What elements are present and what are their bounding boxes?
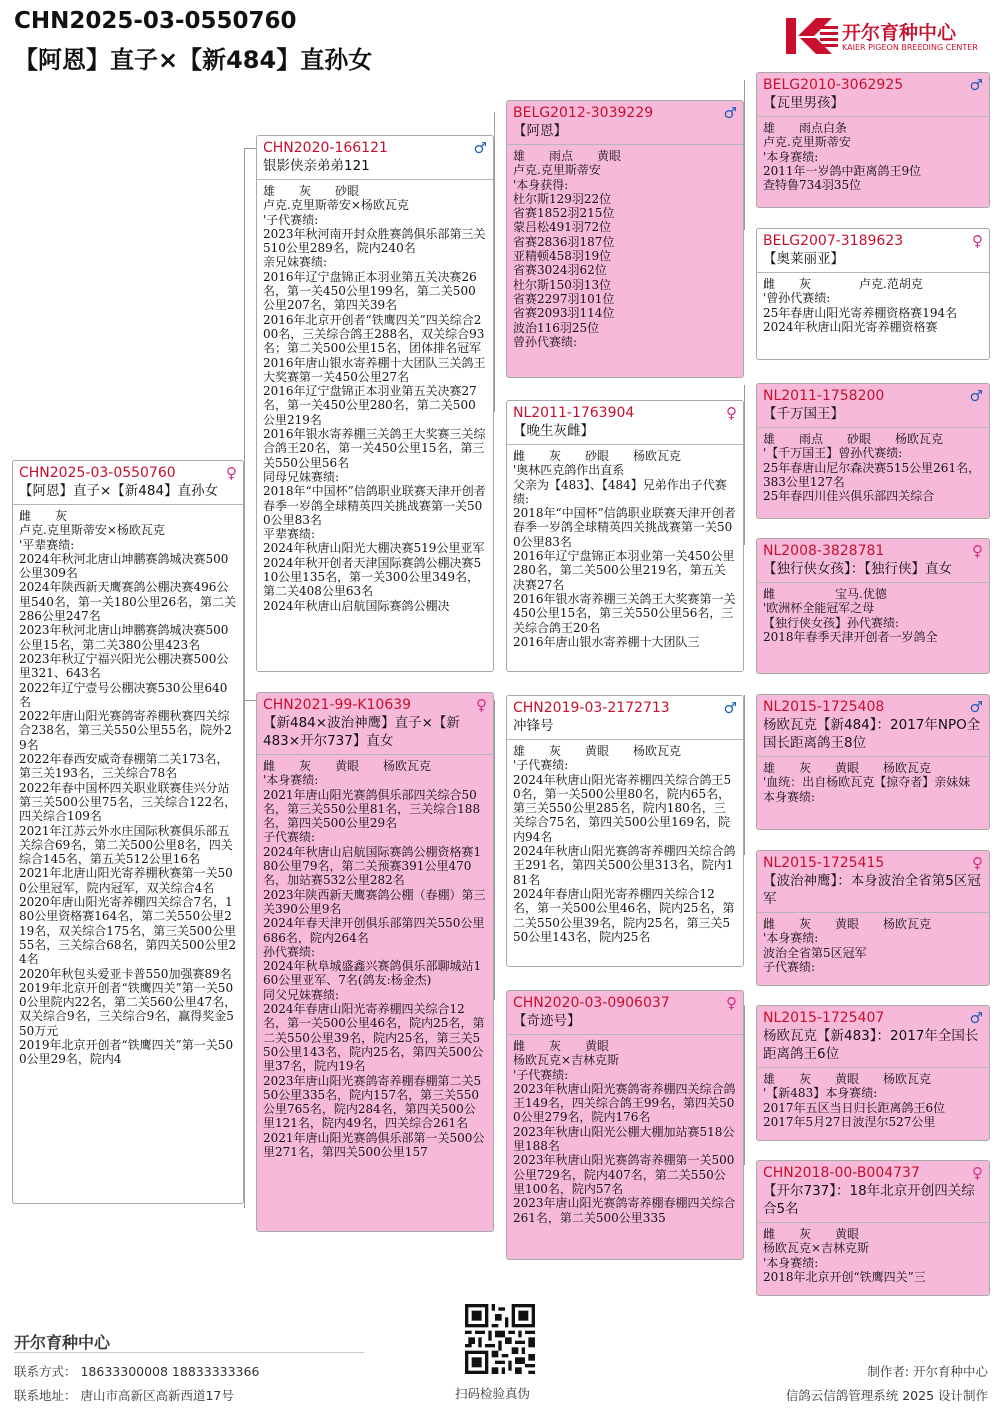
pigeon-details: 雄 雨点 砂眼 杨欧瓦克 '【千万国王】曾孙代赛绩: 25年春唐山尼尔森决赛515公里261名，383公里127名 25年春四川佳兴俱乐部四关综合	[763, 432, 981, 504]
pigeon-details: 雌 灰 黄眼 杨欧瓦克×吉林克斯 '子代赛绩: 2023年秋唐山阳光赛鸽寄养棚四关综合鸽王149名，四关综合鸽王99名，第四关500公里279名，院内176名 2023年秋唐山阳光公棚大棚加站赛518公里188名 2023年秋唐山阳光赛鸽寄养棚第一关500公里729名，院内407名，第二关550公里100名，院内57名 2023年唐山阳光赛鸽寄养棚春棚四关综合261名，第二关500公里335	[513, 1039, 736, 1225]
pedigree-ring-title: CHN2025-03-0550760	[14, 8, 297, 34]
pigeon-name: 【奥莱丽亚】	[757, 249, 989, 273]
pigeon-details: 雌 灰 卢克.克里斯蒂安×杨欧瓦克 '平辈赛绩: 2024年秋河北唐山坤鹏赛鸽城决赛500公里309名 2024年陕西新天鹰赛鸽公棚决赛496公里540名，第一关180公里26名，第二关286公里247名 2023年秋河北唐山坤鹏赛鸽城决赛500公里15名，第二关380公里423名 2023年秋辽宁福兴阳光公棚决赛500公里321、643名 2022年辽宁壹号公棚决赛530公里640名 2022年唐山阳光赛鸽寄养棚秋赛四关综合238名，第三关550公里55名，院外29名 2022年春西安威奇春棚第二关173名，第三关193名，三关综合78名 2022年春中国杯四关职业联赛佳兴分站第三关500公里75名，三关综合122名，四关综合109名 2021年江苏云外水庄国际秋赛俱乐部五关综合69名，第二关500公里8名，四关综合145名，第五关512公里16名 2021年北唐山阳光寄养棚秋赛第一关500公里冠军，院内冠军，双关综合4名 2020年唐山阳光寄养棚四关综合7名，180公里资格赛164名，第二关550公里219名，双关综合175名，第三关500公里55名，三关综合68名，第四关500公里24名 2020年秋包头爱亚卡普550加强赛89名 2019年北京开创者“铁鹰四关”第一关500公里院内22名，第二关560公里47名，双关综合9名，三关综合9名，赢得奖金550万元 2019年北京开创者“铁鹰四关”第一关500公里29名，院内4	[19, 509, 237, 1067]
pigeon-name: 银影侠亲弟弟121	[257, 156, 493, 180]
pigeon-name: 冲锋号	[507, 716, 743, 740]
pigeon-details: 雄 雨点 黄眼 卢克.克里斯蒂安 '本身获得: 杜尔斯129羽22位 省赛1852羽215位 蒙吕松491羽72位 省赛2836羽187位 亚精顿458羽19位 省赛3024羽62位 杜尔斯150羽13位 省赛2297羽101位 省赛2093羽114位 波治116羽25位 曾孙代赛绩:	[513, 149, 622, 349]
pigeon-name: 杨欧瓦克【新484】：2017年NPO全国长距离鸽王8位	[757, 715, 989, 757]
pigeon-name: 【新484×波治神鹰】直子×【新483×开尔737】直女	[257, 713, 493, 755]
footer-divider	[14, 1352, 364, 1353]
sire-dam-card[interactable]	[506, 400, 744, 672]
connector-line	[494, 700, 495, 1000]
female-icon: ♀	[476, 696, 487, 714]
connector-line	[244, 148, 256, 149]
female-icon: ♀	[972, 854, 983, 872]
ggp-card-5[interactable]	[756, 694, 990, 830]
pigeon-details: 雄 灰 黄眼 杨欧瓦克 '【新483】本身赛绩: 2017年五区当日归长距离鸽王6位 2017年5月27日波涅尔527公里	[763, 1072, 946, 1129]
ring-number: CHN2018-00-B004737	[763, 1165, 920, 1181]
male-icon: ♂	[723, 104, 737, 122]
pigeon-name: 【开尔737】：18年北京开创四关综合5名	[757, 1181, 989, 1223]
ring-number: NL2011-1763904	[513, 405, 635, 421]
ring-number: NL2015-1725407	[763, 1010, 885, 1026]
footer-phone: 联系方式： 18633300008 18833333366	[14, 1364, 260, 1379]
ring-number: CHN2021-99-K10639	[263, 697, 412, 713]
sire-card[interactable]	[256, 135, 494, 672]
subject-card[interactable]	[12, 460, 244, 1204]
connector-line	[744, 695, 745, 855]
ggp-card-1[interactable]	[756, 72, 990, 208]
pigeon-name: 【波治神鹰】：本身波治全省第5区冠军	[757, 871, 989, 913]
footer-maker: 制作者: 开尔育种中心	[867, 1364, 988, 1379]
logo-name: 开尔育种中心	[842, 22, 957, 44]
ring-number: BELG2012-3039229	[513, 105, 654, 121]
male-icon: ♂	[969, 1009, 983, 1027]
pigeon-details: 雌 灰 黄眼 杨欧瓦克 '本身赛绩: 波治全省第5区冠军 子代赛绩:	[763, 917, 932, 974]
pigeon-name: 【阿恩】直子×【新484】直孙女	[13, 481, 243, 505]
pigeon-details: 雄 灰 黄眼 杨欧瓦克 '血统：出自杨欧瓦克【掠夺者】亲妹妹 本身赛绩:	[763, 761, 971, 804]
qr-code-icon[interactable]	[465, 1304, 535, 1374]
male-icon: ♂	[473, 139, 487, 157]
kaier-logo-icon	[786, 18, 838, 54]
pigeon-name: 杨欧瓦克【新483】：2017年全国长距离鸽王6位	[757, 1026, 989, 1068]
female-icon: ♀	[726, 404, 737, 422]
ggp-card-2[interactable]	[756, 228, 990, 360]
pigeon-details: 雄 雨点白条 卢克.克里斯蒂安 '本身赛绩: 2011年一岁鸽中距离鸽王9位 查特鲁734羽35位	[763, 121, 922, 193]
ring-number: CHN2020-166121	[263, 140, 388, 156]
ggp-card-8[interactable]	[756, 1160, 990, 1296]
male-icon: ♂	[969, 387, 983, 405]
ring-number: NL2008-3828781	[763, 543, 885, 559]
dam-card[interactable]	[256, 692, 494, 1232]
pigeon-name: 【奇迹号】	[507, 1011, 743, 1035]
company-logo	[786, 16, 986, 56]
pedigree-title: 【阿恩】直子×【新484】直孙女	[14, 46, 373, 74]
pigeon-details: 雌 灰 卢克.范胡克 '曾孙代赛绩: 25年春唐山阳光寄养棚资格赛194名 2024年秋唐山阳光寄养棚资格赛	[763, 277, 958, 334]
logo-english: KAIER PIGEON BREEDING CENTER	[842, 43, 978, 52]
footer-address: 联系地址： 唐山市高新区高新西道17号	[14, 1388, 234, 1403]
dam-sire-card[interactable]	[506, 695, 744, 967]
pigeon-name: 【晚生灰雌】	[507, 421, 743, 445]
ggp-card-6[interactable]	[756, 850, 990, 986]
pigeon-name: 【瓦里男孩】	[757, 93, 989, 117]
male-icon: ♂	[969, 698, 983, 716]
connector-line	[244, 700, 256, 701]
dam-dam-card[interactable]	[506, 990, 744, 1260]
pigeon-details: 雌 灰 黄眼 杨欧瓦克 '本身赛绩: 2021年唐山阳光赛鸽俱乐部四关综合50名，第三关550公里81名，三关综合188名，第四关500公里29名 子代赛绩: 2024年秋唐山启航国际赛鸽公棚资格赛180公里79名，第二关预赛391公里470名，加站赛532公里282名 2023年陕西新天鹰赛鸽公棚（春棚）第三关390公里9名 2024年春天津开创俱乐部第四关550公里686名，院内264名 孙代赛绩: 2024年秋阜城盛鑫兴赛鸽俱乐部聊城站160公里亚军、7名(鸽友:杨金杰) 同父兄妹赛绩: 2024年春唐山阳光寄养棚四关综合12名，第一关500公里46名，院内25名，第二关550公里39名，院内25名，第三关550公里143名，院内25名，第四关500公里37名，院内19名 2023年唐山阳光赛鸽寄养棚春棚第二关550公里335名，院内157名，第三关550公里765名，院内284名，第四关500公里121名，院内49名，四关综合261名 2021年唐山阳光赛鸽俱乐部第一关500公里271名，第四关500公里157	[263, 759, 486, 1160]
connector-line	[744, 385, 745, 545]
connector-line	[744, 80, 745, 230]
pigeon-details: 雌 灰 黄眼 杨欧瓦克×吉林克斯 '本身赛绩: 2018年北京开创“铁鹰四关”三	[763, 1227, 926, 1284]
pigeon-details: 雌 宝马.优德 '欧洲杯全能冠军之母 【独行侠女孩】孙代赛绩: 2018年春季天津开创者一岁鸽全	[763, 587, 938, 644]
connector-line	[744, 1005, 745, 1165]
connector-line	[494, 112, 495, 412]
male-icon: ♂	[969, 76, 983, 94]
male-icon: ♂	[723, 699, 737, 717]
ring-number: NL2011-1758200	[763, 388, 885, 404]
ggp-card-3[interactable]	[756, 383, 990, 519]
female-icon: ♀	[972, 1164, 983, 1182]
footer-system: 信鸽云信鸽管理系统 2025 设计制作	[785, 1388, 988, 1403]
pigeon-name: 【独行侠女孩】：【独行侠】直女	[757, 559, 989, 583]
pigeon-details: 雌 灰 砂眼 杨欧瓦克 '奥林匹克鸽作出直系 父亲为【483】、【484】兄弟作出子代赛绩: 2018年“中国杯”信鸽职业联赛天津开创者春季一岁鸽全球精英四关挑战赛第一关500公里83名 2016年辽宁盘锦正本羽业第一关450公里280名，第二关500公里219名，第五关决赛27名 2016年银水寄养棚三关鸽王大奖赛第一关450公里15名，第三关550公里56名，三关综合鸽王20名 2016年唐山银水寄养棚十大团队三	[513, 449, 736, 649]
female-icon: ♀	[972, 232, 983, 250]
ring-number: BELG2010-3062925	[763, 77, 904, 93]
pigeon-name: 【千万国王】	[757, 404, 989, 428]
qr-caption: 扫码检验真伪	[455, 1386, 531, 1401]
sire-sire-card[interactable]	[506, 100, 744, 378]
pigeon-details: 雄 灰 黄眼 杨欧瓦克 '子代赛绩: 2024年秋唐山阳光寄养棚四关综合鸽王50名，第一关500公里80名，院内65名，第三关550公里285名，院内180名，三关综合75名，第四关500公里169名，院内94名 2024年秋唐山阳光赛鸽寄养棚四关综合鸽王291名，第四关500公里313名，院内181名 2024年春唐山阳光寄养棚四关综合12名，第一关500公里46名，院内25名，第二关550公里39名，院内25名，第三关550公里143名，院内25名	[513, 744, 736, 944]
ring-number: NL2015-1725415	[763, 855, 885, 871]
ring-number: CHN2020-03-0906037	[513, 995, 670, 1011]
female-icon: ♀	[226, 464, 237, 482]
connector-line	[244, 148, 245, 1208]
pigeon-name: 【阿恩】	[507, 121, 743, 145]
ring-number: CHN2025-03-0550760	[19, 465, 176, 481]
ggp-card-4[interactable]	[756, 538, 990, 674]
ring-number: NL2015-1725408	[763, 699, 885, 715]
female-icon: ♀	[726, 994, 737, 1012]
footer-company: 开尔育种中心	[14, 1333, 111, 1352]
ring-number: BELG2007-3189623	[763, 233, 904, 249]
female-icon: ♀	[972, 542, 983, 560]
ggp-card-7[interactable]	[756, 1005, 990, 1141]
pigeon-details: 雄 灰 砂眼 卢克.克里斯蒂安×杨欧瓦克 '子代赛绩: 2023年秋河南开封众胜赛鸽俱乐部第三关510公里289名，院内240名 亲兄妹赛绩: 2016年辽宁盘锦正本羽业第五关决赛26名，第一关450公里199名，第二关500公里207名，第四关39名 2016年北京开创者“铁鹰四关”四关综合200名，三关综合鸽王288名，双关综合93名；第二关500公里15名，团体排名冠军 2016年唐山银水寄养棚十大团队三关鸽王大奖赛第一关450公里27名 2016年辽宁盘锦正本羽业第五关决赛27名，第一关450公里280名，第二关500公里219名 2016年银水寄养棚三关鸽王大奖赛三关综合鸽王20名，第一关450公里15名，第三关550公里56名 同母兄妹赛绩: 2018年“中国杯”信鸽职业联赛天津开创者春季一岁鸽全球精英四关挑战赛第一关500公里83名 平辈赛绩: 2024年秋唐山阳光大棚决赛519公里亚军 2024年秋开创者天津国际赛鸽公棚决赛510公里135名，第一关300公里349名，第二关408公里63名 2024年秋唐山启航国际赛鸽公棚决	[263, 184, 486, 613]
ring-number: CHN2019-03-2172713	[513, 700, 670, 716]
